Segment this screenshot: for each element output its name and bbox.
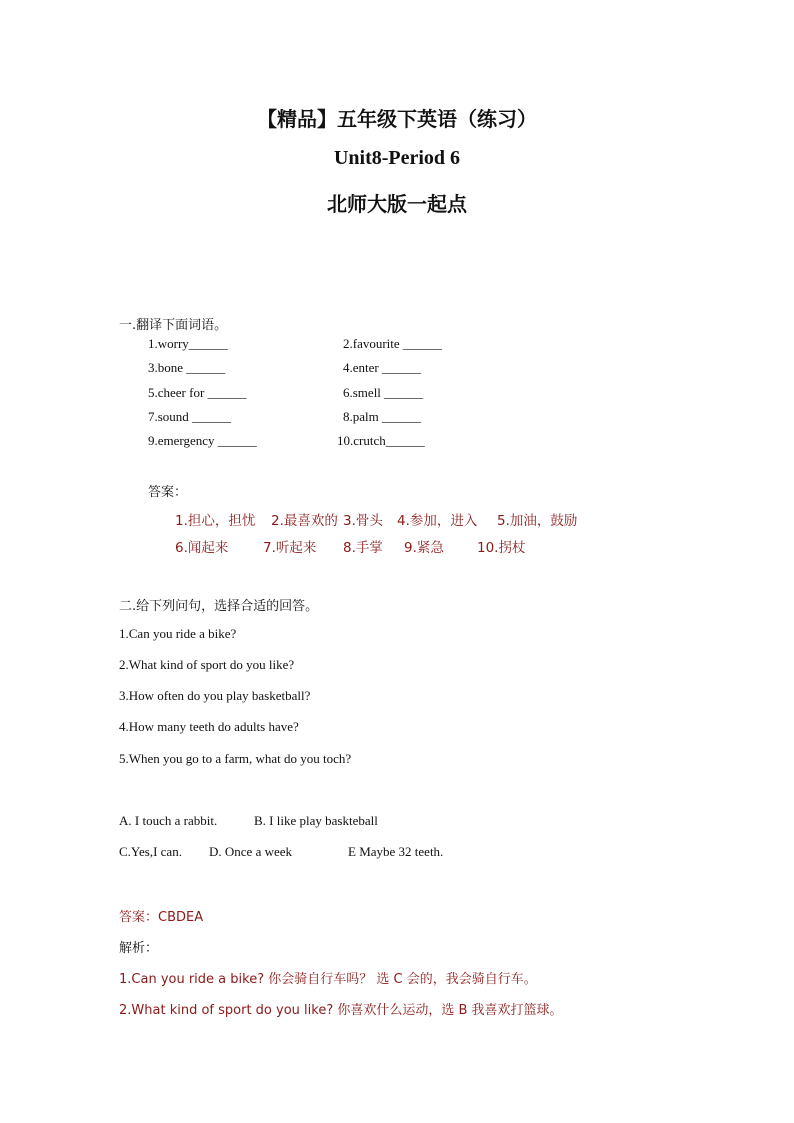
vocab-item: 4.enter ______	[343, 360, 421, 375]
vocab-answer: 9.紧急	[404, 540, 444, 556]
vocab-answer: 2.最喜欢的	[271, 513, 338, 529]
question-item: 5.When you go to a farm, what do you toch?	[119, 751, 352, 766]
vocab-answer: 5.加油，鼓励	[497, 513, 578, 529]
vocab-answer: 7.听起来	[263, 540, 317, 556]
vocab-item: 3.bone ______	[148, 360, 226, 375]
vocab-answer: 10.拐杖	[477, 540, 526, 556]
vocab-answer: 4.参加，进入	[397, 513, 478, 529]
unit-subtitle: Unit8-Period 6	[333, 147, 461, 169]
vocab-item: 5.cheer for ______	[148, 385, 247, 400]
page-title: 【精品】五年级下英语（练习）	[257, 107, 537, 131]
vocab-item: 2.favourite ______	[343, 336, 442, 351]
analysis-line: 2.What kind of sport do you like? 你喜欢什么运动，选 B 我喜欢打篮球。	[119, 1003, 563, 1018]
vocab-item: 6.smell ______	[343, 385, 424, 400]
section2-answer: 答案：CBDEA	[119, 910, 204, 925]
vocab-answer: 3.骨头	[343, 513, 383, 529]
vocab-item: 7.sound ______	[148, 409, 232, 424]
option-item: E Maybe 32 teeth.	[348, 844, 444, 859]
option-item: C.Yes,I can.	[119, 844, 182, 859]
vocab-item: 1.worry______	[148, 336, 228, 351]
option-item: B. I like play baskteball	[254, 813, 378, 828]
question-item: 4.How many teeth do adults have?	[119, 719, 299, 734]
analysis-label: 解析：	[119, 941, 159, 956]
answer-label: 答案：	[148, 485, 188, 500]
edition-label: 北师大版一起点	[327, 192, 467, 216]
option-item: D. Once a week	[209, 844, 293, 859]
question-item: 1.Can you ride a bike?	[119, 626, 237, 641]
question-item: 2.What kind of sport do you like?	[119, 657, 295, 672]
vocab-answer: 8.手掌	[343, 540, 383, 556]
vocab-answer: 1.担心，担忧	[175, 513, 256, 529]
section2-heading: 二.给下列问句，选择合适的回答。	[119, 599, 319, 614]
vocab-item: 10.crutch______	[337, 433, 425, 448]
vocab-answer: 6.闻起来	[175, 540, 229, 556]
vocab-item: 9.emergency ______	[148, 433, 257, 448]
analysis-line: 1.Can you ride a bike? 你会骑自行车吗？ 选 C 会的，我会骑自行车。	[119, 972, 537, 987]
option-item: A. I touch a rabbit.	[119, 813, 218, 828]
section1-heading: 一.翻译下面词语。	[119, 318, 228, 333]
vocab-item: 8.palm ______	[343, 409, 421, 424]
question-item: 3.How often do you play basketball?	[119, 688, 311, 703]
